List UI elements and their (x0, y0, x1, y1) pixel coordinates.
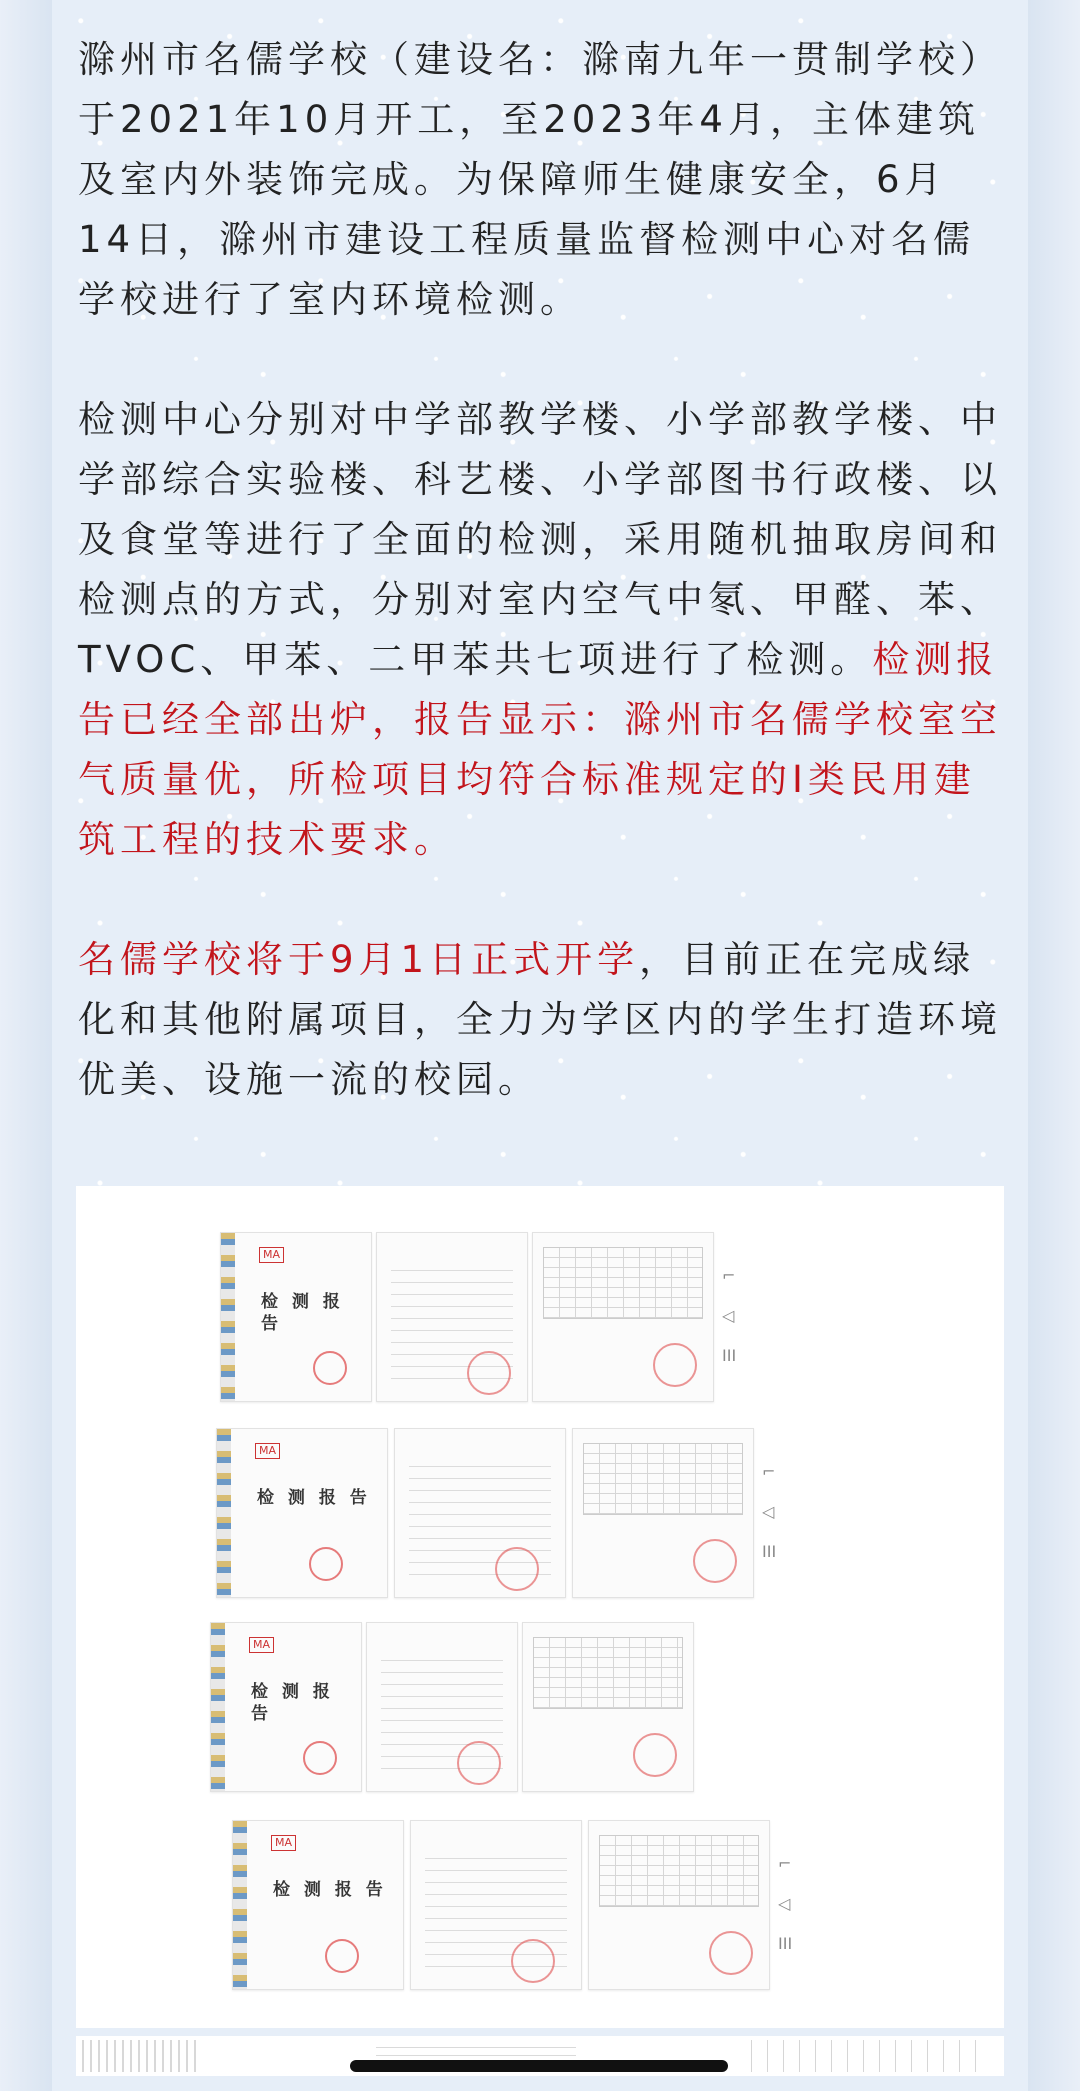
mark-icon: ⌐ (722, 1266, 736, 1285)
cma-logo: MA (271, 1835, 296, 1851)
report-cover-title: 检 测 报 告 (273, 1880, 387, 1900)
left-margin (0, 0, 52, 2091)
side-marks (762, 1452, 776, 1572)
paragraph-3-highlight: 名儒学校将于9月1日正式开学 (78, 938, 640, 981)
cma-logo: MA (255, 1443, 280, 1459)
home-indicator[interactable] (350, 2060, 728, 2072)
mark-icon: ◁ (762, 1502, 775, 1521)
mark-icon: ⌐ (778, 1854, 792, 1873)
report-text-page (376, 1232, 528, 1402)
right-margin (1028, 0, 1080, 2091)
paragraph-1 (78, 30, 1002, 330)
report-table-page (532, 1232, 714, 1402)
report-table-page (572, 1428, 754, 1598)
report-row (76, 1814, 1004, 2000)
paragraph-3-text: ，目前正在完成绿化和其他附属项目，全力为学区内的学生打造环境优美、设施一流的校园。 (78, 938, 1002, 1101)
mark-icon: III (762, 1542, 777, 1561)
report-text-page (410, 1820, 582, 1990)
report-text-page (366, 1622, 518, 1792)
article-body (78, 30, 1002, 1170)
report-table-page (522, 1622, 694, 1792)
mark-icon: III (722, 1346, 737, 1365)
report-row (76, 1422, 1004, 1608)
inspection-report-image[interactable] (76, 1186, 1004, 2028)
side-marks (778, 1844, 792, 1964)
paragraph-2 (78, 390, 1002, 870)
report-row (76, 1226, 1004, 1412)
report-cover-title: 检 测 报 告 (251, 1682, 334, 1724)
report-text-page (394, 1428, 566, 1598)
report-cover-page (220, 1232, 372, 1402)
paragraph-3 (78, 930, 1002, 1110)
cma-logo: MA (249, 1637, 274, 1653)
mark-icon: III (778, 1934, 793, 1953)
mark-icon: ◁ (778, 1894, 791, 1913)
report-cover-title: 检 测 报 告 (257, 1488, 371, 1508)
report-table-page (588, 1820, 770, 1990)
report-cover-page (216, 1428, 388, 1598)
report-cover-title: 检 测 报 告 (261, 1292, 344, 1334)
report-cover-page (210, 1622, 362, 1792)
mark-icon: ⌐ (762, 1462, 776, 1481)
paragraph-2-text: 检测中心分别对中学部教学楼、小学部教学楼、中学部综合实验楼、科艺楼、小学部图书行政楼、以及食堂等进行了全面的检测，采用随机抽取房间和检测点的方式，分别对室内空气中氡、甲醛、苯、TVOC、甲苯、二甲苯共七项进行了检测。 (78, 398, 1002, 681)
paragraph-2-highlight: 检测报告已经全部出炉，报告显示：滁州市名儒学校室空气质量优，所检项目均符合标准规定的I类民用建筑工程的技术要求。 (78, 638, 1002, 861)
mark-icon: ◁ (722, 1306, 735, 1325)
paragraph-1-text: 滁州市名儒学校（建设名：滁南九年一贯制学校）于2021年10月开工，至2023年4月，主体建筑及室内外装饰完成。为保障师生健康安全，6月14日，滁州市建设工程质量监督检测中心对名儒学校进行了室内环境检测。 (78, 38, 1002, 321)
report-cover-page (232, 1820, 404, 1990)
side-marks (722, 1256, 736, 1376)
cma-logo: MA (259, 1247, 284, 1263)
report-row (76, 1616, 1004, 1802)
